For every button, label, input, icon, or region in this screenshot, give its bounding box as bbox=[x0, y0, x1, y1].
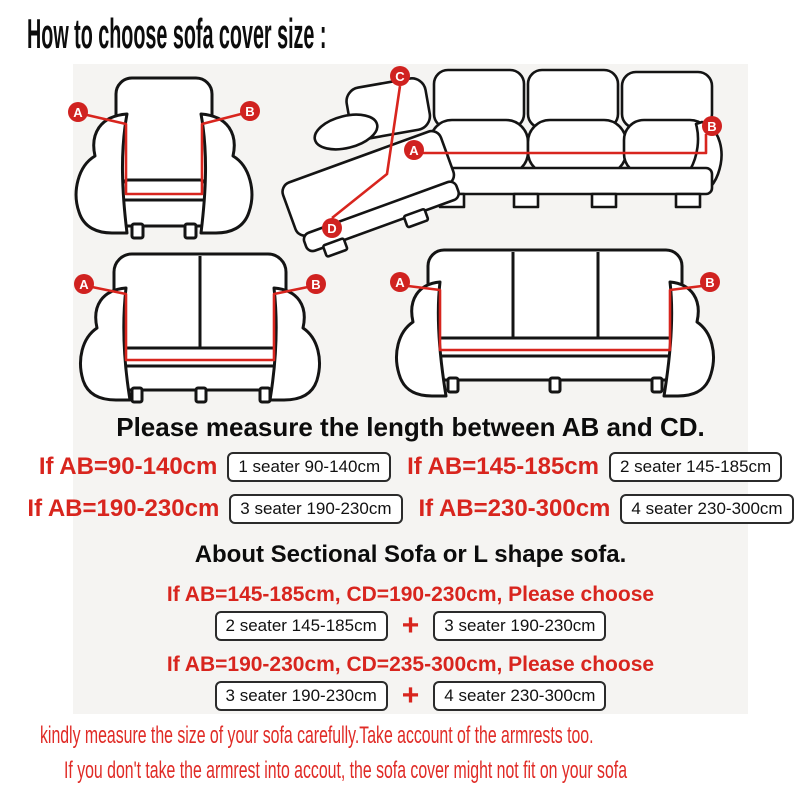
combo-condition-1: If AB=145-185cm, CD=190-230cm, Please choose bbox=[166, 583, 655, 606]
size-box: 3 seater 190-230cm bbox=[433, 611, 606, 641]
sectional-seat-band bbox=[420, 168, 712, 194]
marker-b bbox=[702, 116, 722, 136]
sectional-leg bbox=[676, 194, 700, 207]
two-seater-leg bbox=[132, 388, 142, 402]
two-seater-right-arm bbox=[270, 288, 319, 400]
size-condition: If AB=145-185cm bbox=[407, 453, 599, 480]
svg-text:B: B bbox=[707, 119, 717, 134]
three-seater-right-arm bbox=[664, 282, 713, 396]
marker-a bbox=[74, 274, 94, 294]
armchair-leg bbox=[132, 224, 143, 238]
plus-icon: + bbox=[401, 679, 420, 712]
two-seater-left-arm bbox=[81, 288, 130, 400]
svg-text:A: A bbox=[409, 143, 419, 158]
size-cell bbox=[407, 452, 782, 482]
marker-a bbox=[404, 140, 424, 160]
svg-text:A: A bbox=[395, 275, 405, 290]
marker-a bbox=[68, 102, 88, 122]
page-title-text: How to choose sofa cover size : bbox=[27, 10, 327, 57]
svg-text:A: A bbox=[73, 105, 83, 120]
armchair-back-cushion bbox=[116, 78, 212, 186]
size-condition: If AB=230-300cm bbox=[418, 495, 611, 522]
size-row-2 bbox=[27, 494, 783, 524]
three-seater-back bbox=[428, 250, 682, 344]
size-box: 2 seater 145-185cm bbox=[215, 611, 388, 641]
size-cell bbox=[39, 452, 391, 482]
svg-text:B: B bbox=[311, 277, 321, 292]
size-condition: If AB=190-230cm bbox=[27, 495, 220, 522]
size-cell bbox=[419, 494, 794, 524]
sectional-leg bbox=[592, 194, 616, 207]
two-seater-leg bbox=[196, 388, 206, 402]
svg-text:B: B bbox=[705, 275, 715, 290]
armchair-leg bbox=[185, 224, 196, 238]
combo-condition-2: If AB=190-230cm, CD=235-300cm, Please choose bbox=[166, 653, 655, 676]
svg-text:C: C bbox=[395, 69, 405, 84]
size-box: 4 seater 230-300cm bbox=[433, 681, 606, 711]
sectional-seat-cushion bbox=[528, 120, 626, 174]
size-box: 2 seater 145-185cm bbox=[609, 452, 782, 482]
three-seater-diagram bbox=[388, 244, 722, 406]
marker-c bbox=[390, 66, 410, 86]
armchair-base bbox=[112, 200, 216, 226]
three-seater-left-arm bbox=[397, 282, 446, 396]
two-seater-leg bbox=[260, 388, 270, 402]
size-box: 3 seater 190-230cm bbox=[229, 494, 402, 524]
svg-text:B: B bbox=[245, 104, 255, 119]
sectional-leg bbox=[514, 194, 538, 207]
three-seater-leg bbox=[652, 378, 662, 392]
marker-d bbox=[322, 218, 342, 238]
two-seater-base bbox=[116, 366, 284, 390]
svg-text:D: D bbox=[327, 221, 337, 236]
sectional-heading: About Sectional Sofa or L shape sofa. bbox=[194, 541, 627, 568]
sectional-diagram bbox=[262, 62, 724, 244]
plus-icon: + bbox=[401, 609, 420, 642]
size-box: 3 seater 190-230cm bbox=[215, 681, 388, 711]
page-title bbox=[27, 10, 664, 58]
marker-a bbox=[390, 272, 410, 292]
three-seater-leg bbox=[550, 378, 560, 392]
footer-note-1: kindly measure the size of your sofa carefully.Take account of the armrests too. bbox=[40, 722, 594, 749]
svg-text:A: A bbox=[79, 277, 89, 292]
marker-b bbox=[700, 272, 720, 292]
armchair-right-arm bbox=[201, 114, 252, 233]
size-row-1 bbox=[38, 452, 772, 482]
footer-note-2: If you don't take the armrest into accout, the sofa cover might not fit on your sofa bbox=[64, 757, 628, 784]
combo-boxes-1 bbox=[73, 611, 748, 641]
size-box: 1 seater 90-140cm bbox=[227, 452, 391, 482]
size-cell bbox=[27, 494, 402, 524]
marker-b bbox=[306, 274, 326, 294]
armchair-left-arm bbox=[76, 114, 127, 233]
measure-instruction: Please measure the length between AB and CD. bbox=[116, 412, 705, 442]
one-seater-diagram bbox=[64, 72, 264, 244]
marker-b bbox=[240, 101, 260, 121]
three-seater-leg bbox=[448, 378, 458, 392]
size-box: 4 seater 230-300cm bbox=[620, 494, 793, 524]
two-seater-diagram bbox=[70, 248, 330, 408]
size-condition: If AB=90-140cm bbox=[38, 453, 218, 480]
combo-boxes-2 bbox=[73, 681, 748, 711]
three-seater-base bbox=[430, 356, 680, 380]
